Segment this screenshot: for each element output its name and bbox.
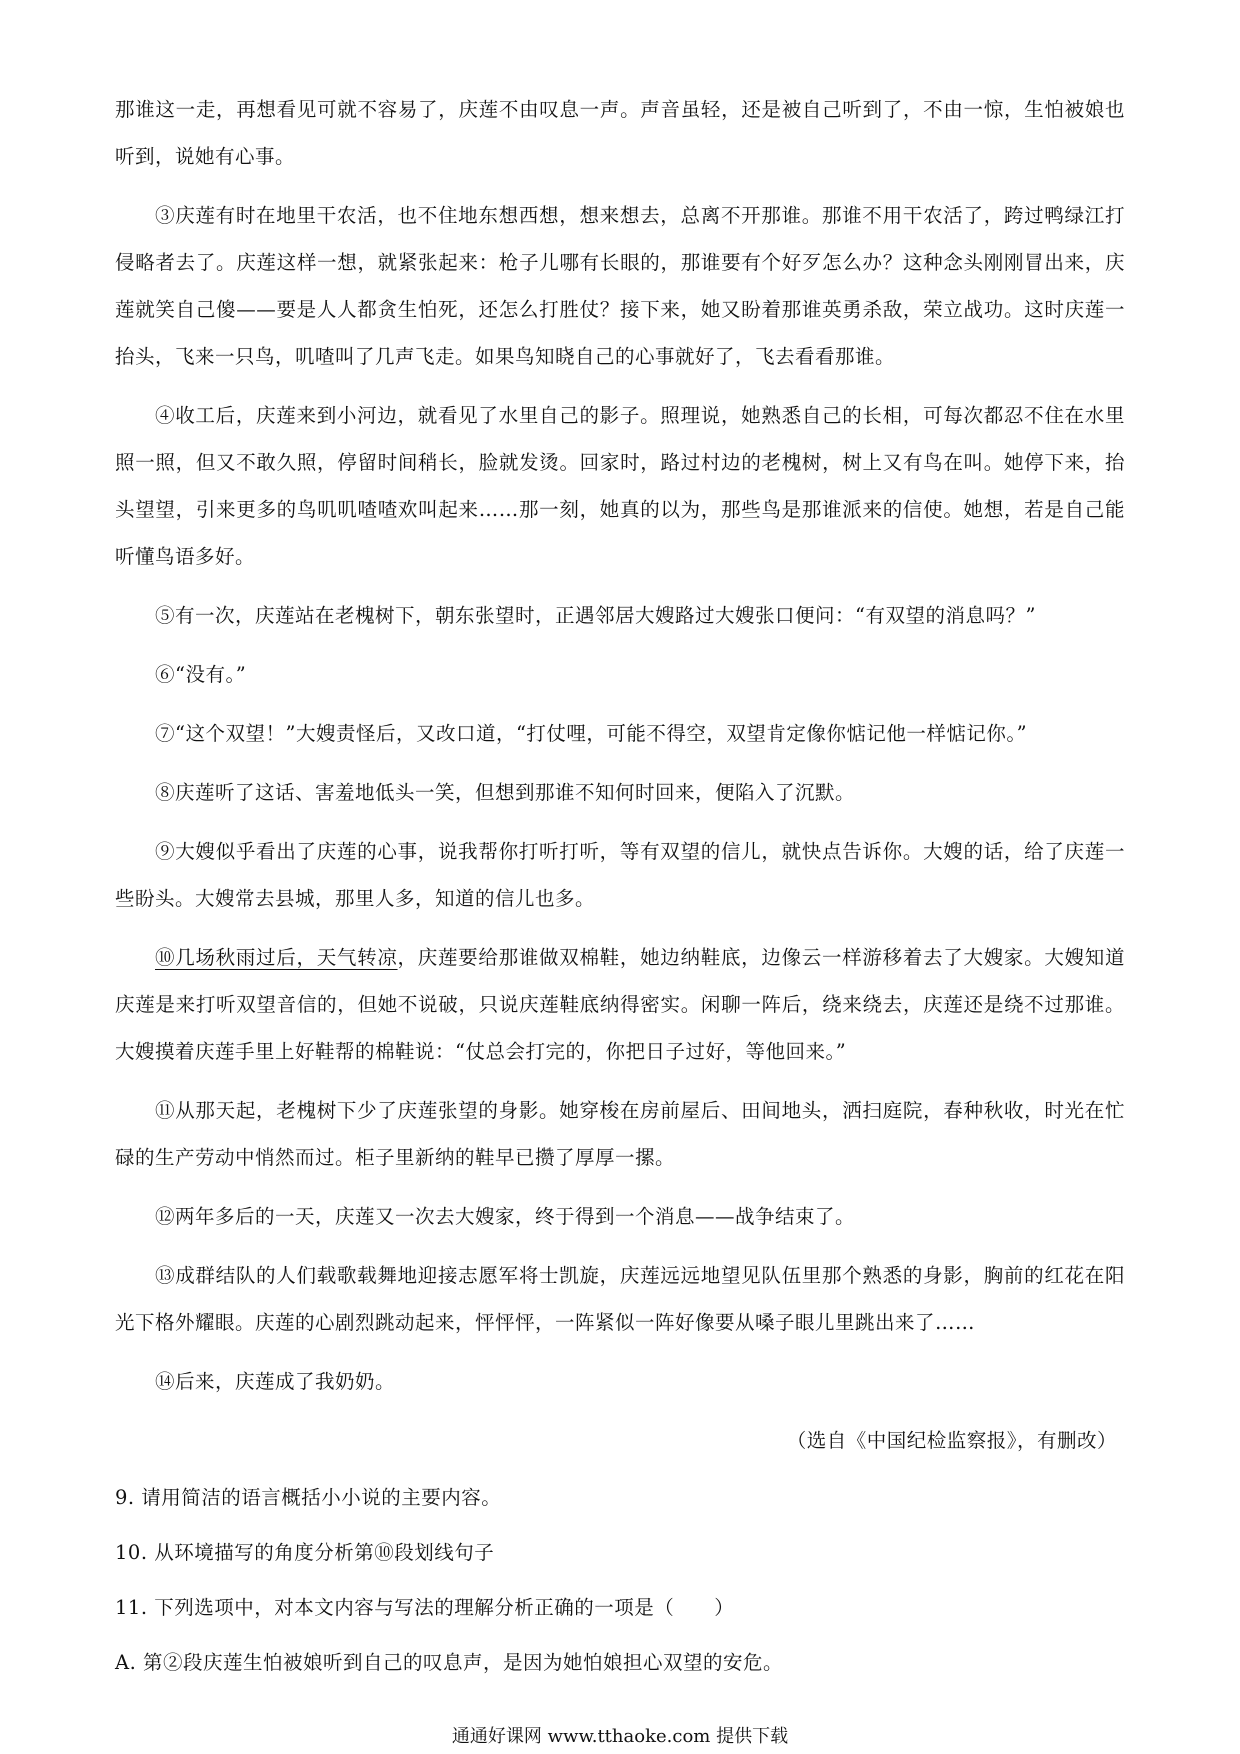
- paragraph-13: ⑬成群结队的人们载歌载舞地迎接志愿军将士凯旋，庆莲远远地望见队伍里那个熟悉的身影，胸前的红花在阳光下格外耀眼。庆莲的心剧烈跳动起来，怦怦怦，一阵紧似一阵好像要从嗓子眼儿里跳出来了……: [115, 1264, 1125, 1334]
- footer-watermark: 通通好课网 www.tthaoke.com 提供下载: [451, 1726, 789, 1747]
- question-10: 10. 从环境描写的角度分析第⑩段划线句子: [115, 1541, 495, 1564]
- paragraph-14: ⑭后来，庆莲成了我奶奶。: [155, 1370, 396, 1393]
- question-11: 11. 下列选项中，对本文内容与写法的理解分析正确的一项是（ ）: [115, 1596, 735, 1619]
- option-a: A. 第②段庆莲生怕被娘听到自己的叹息声，是因为她怕娘担心双望的安危。: [115, 1651, 783, 1674]
- paragraph-10-rest: ，庆莲要给那谁做双棉鞋，她边纳鞋底，边像云一样游移着去了大嫂家。大嫂知道庆莲是来打听双望音信的，但她不说破，只说庆莲鞋底纳得密实。闲聊一阵后，绕来绕去，庆莲还是绕不过那谁。大嫂摸着庆莲手里上好鞋帮的棉鞋说：“仗总会打完的，你把日子过好，等他回来。”: [115, 946, 1125, 1063]
- paragraph-6: ⑥“没有。”: [155, 663, 247, 686]
- paragraph-2-tail: 那谁这一走，再想看见可就不容易了，庆莲不由叹息一声。声音虽轻，还是被自己听到了，不由一惊，生怕被娘也听到，说她有心事。: [115, 98, 1125, 168]
- paragraph-9: ⑨大嫂似乎看出了庆莲的心事，说我帮你打听打听，等有双望的信儿，就快点告诉你。大嫂的话，给了庆莲一些盼头。大嫂常去县城，那里人多，知道的信儿也多。: [115, 840, 1125, 910]
- paragraph-10: [115, 934, 1125, 1075]
- paragraph-7: ⑦“这个双望！”大嫂责怪后，又改口道，“打仗哩，可能不得空，双望肯定像你惦记他一样惦记你。”: [155, 722, 1028, 745]
- source-citation: （选自《中国纪检监察报》，有删改）: [786, 1429, 1117, 1452]
- paragraph-3: ③庆莲有时在地里干农活，也不住地东想西想，想来想去，总离不开那谁。那谁不用干农活了，跨过鸭绿江打侵略者去了。庆莲这样一想，就紧张起来：枪子儿哪有长眼的，那谁要有个好歹怎么办？这种念头刚刚冒出来，庆莲就笑自己傻——要是人人都贪生怕死，还怎么打胜仗？接下来，她又盼着那谁英勇杀敌，荣立战功。这时庆莲一抬头，飞来一只鸟，叽喳叫了几声飞走。如果鸟知晓自己的心事就好了，飞去看看那谁。: [115, 204, 1125, 368]
- underlined-sentence: ⑩几场秋雨过后，天气转凉: [155, 946, 398, 969]
- paragraph-5: ⑤有一次，庆莲站在老槐树下，朝东张望时，正遇邻居大嫂路过大嫂张口便问：“有双望的消息吗？”: [155, 604, 1036, 627]
- paragraph-11: ⑪从那天起，老槐树下少了庆莲张望的身影。她穿梭在房前屋后、田间地头，洒扫庭院，春种秋收，时光在忙碌的生产劳动中悄然而过。柜子里新纳的鞋早已攒了厚厚一摞。: [115, 1099, 1125, 1169]
- question-9: 9. 请用简洁的语言概括小小说的主要内容。: [115, 1486, 502, 1509]
- article-body: [115, 86, 1125, 1694]
- paragraph-8: ⑧庆莲听了这话、害羞地低头一笑，但想到那谁不知何时回来，便陷入了沉默。: [155, 781, 856, 804]
- paragraph-12: ⑫两年多后的一天，庆莲又一次去大嫂家，终于得到一个消息——战争结束了。: [155, 1205, 856, 1228]
- paragraph-4: ④收工后，庆莲来到小河边，就看见了水里自己的影子。照理说，她熟悉自己的长相，可每次都忍不住在水里照一照，但又不敢久照，停留时间稍长，脸就发烫。回家时，路过村边的老槐树，树上又有鸟在叫。她停下来，抬头望望，引来更多的鸟叽叽喳喳欢叫起来……那一刻，她真的以为，那些鸟是那谁派来的信使。她想，若是自己能听懂鸟语多好。: [115, 404, 1125, 568]
